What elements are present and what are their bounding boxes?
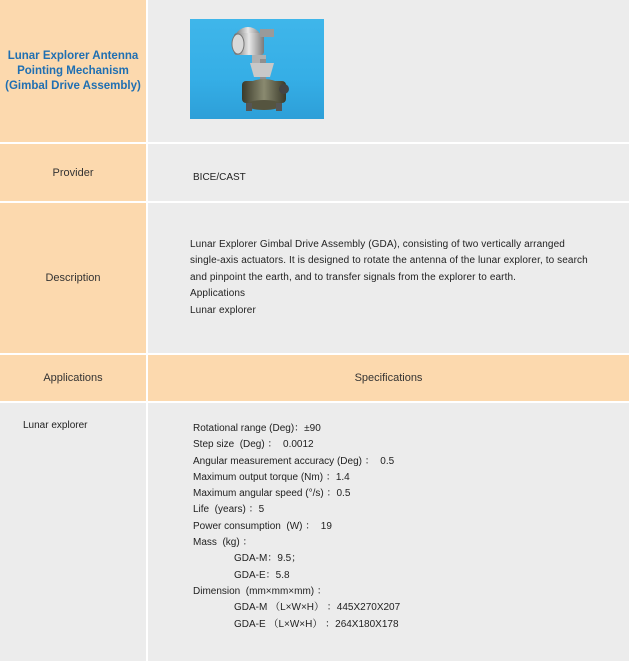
spec-line: Angular measurement accuracy (Deg) ： 0.5 (193, 455, 395, 467)
image-cell (148, 0, 629, 142)
title-row (0, 0, 629, 142)
applications-value: Lunar explorer (23, 420, 88, 431)
description-row (0, 203, 629, 353)
header-row (0, 355, 629, 401)
spec-line: Maximum angular speed (°/s) ：0.5 (193, 488, 351, 500)
provider-value: BICE/CAST (193, 172, 246, 183)
spec-line: GDA-E：5.8 (234, 569, 290, 581)
spec-line: GDA-M （L×W×H） ：445X270X207 (234, 602, 401, 614)
spec-line: Dimension (mm×mm×mm) ： (193, 585, 327, 597)
spec-line: Life (years) ：5 (193, 504, 265, 516)
description-text: Lunar Explorer Gimbal Drive Assembly (GDA), consisting of two vertically arranged single-axis actuators. It is designed to rotate the antenna of the lunar explorer, to search and pinpoint the earth, and to transfer signals from the explorer to earth. (190, 239, 588, 283)
specs-row (0, 403, 629, 661)
product-photo (190, 19, 324, 119)
applications-cell (0, 403, 146, 661)
spec-line: Step size (Deg) ： 0.0012 (193, 439, 314, 451)
specifications-header: Specifications (148, 355, 629, 401)
spec-line: GDA-E （L×W×H） ：264X180X178 (234, 618, 399, 630)
description-applications-value: Lunar explorer (190, 304, 256, 316)
spec-line: Mass (kg) ： (193, 537, 253, 549)
spec-line: Power consumption (W) ： 19 (193, 520, 332, 532)
specifications-cell (148, 403, 629, 661)
specifications-list (193, 421, 613, 633)
spec-line: Rotational range (Deg)：±90 (193, 423, 321, 434)
product-title: Lunar Explorer Antenna Pointing Mechanism (Gimbal Drive Assembly) (0, 0, 146, 142)
gimbal-drive-image (190, 19, 324, 119)
provider-cell (148, 144, 629, 201)
description-label: Description (0, 203, 146, 353)
applications-header: Applications (0, 355, 146, 401)
provider-label: Provider (0, 144, 146, 201)
description-cell (148, 203, 629, 353)
spec-line: Maximum output torque (Nm) ：1.4 (193, 471, 350, 483)
spec-line: GDA-M：9.5； (234, 553, 302, 565)
description-applications-heading: Applications (190, 288, 246, 300)
provider-row (0, 144, 629, 201)
description-text-block (190, 237, 590, 319)
